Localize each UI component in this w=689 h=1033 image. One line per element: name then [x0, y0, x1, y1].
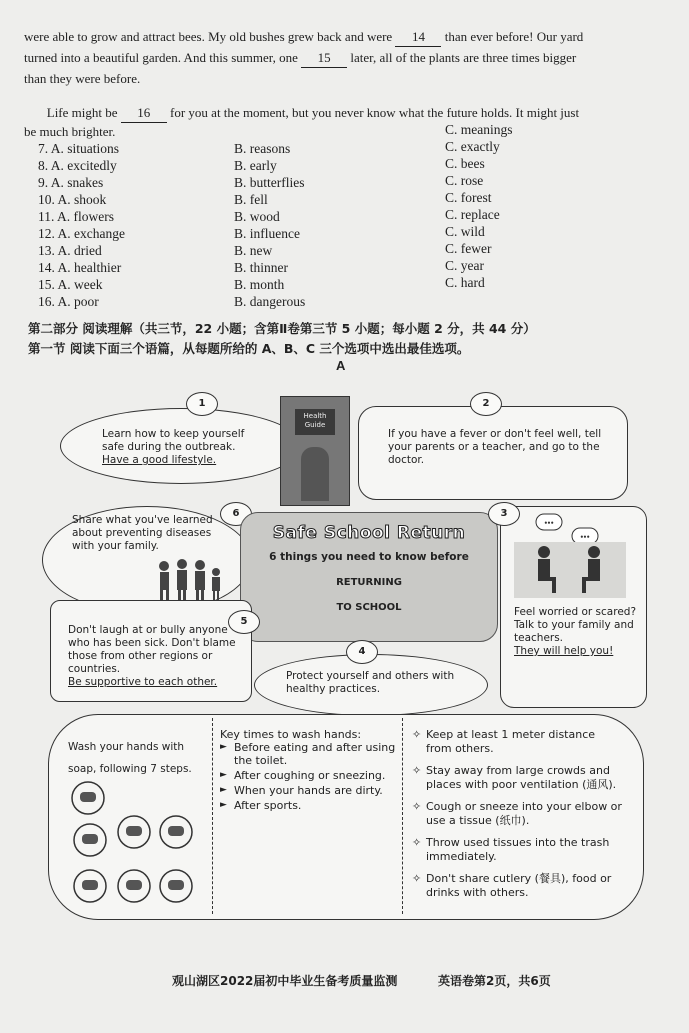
- book-title: Health Guide: [295, 409, 335, 435]
- option-c-16: C. hard: [445, 275, 485, 290]
- option-c-11: C. forest: [445, 190, 492, 205]
- option-b-7: B. reasons: [234, 141, 291, 156]
- option-a-12: 12. A. exchange: [38, 226, 125, 241]
- blank-16: 16: [121, 103, 167, 123]
- key-times-title: Key times to wash hands:: [220, 728, 362, 741]
- tip-3-text: Feel worried or scared? Talk to your family and teachers. They will help you!: [514, 606, 637, 657]
- passage-letter: A: [336, 358, 346, 373]
- distance-tips-list: [412, 728, 622, 900]
- option-c-10: C. rose: [445, 173, 484, 188]
- svg-text:•••: •••: [544, 518, 554, 528]
- footer-page-number: 英语卷第2页，共6页: [438, 974, 551, 988]
- tip-3-number: 3: [488, 502, 520, 526]
- hand-washing-steps-illustration: [68, 780, 204, 908]
- option-c-9: C. bees: [445, 156, 485, 171]
- tip-item: ✧ Keep at least 1 meter distance from others.: [412, 728, 622, 756]
- cloze-line-5: be much brighter.: [24, 124, 116, 139]
- poster: [28, 378, 663, 933]
- key-time-item: ► After coughing or sneezing.: [220, 769, 398, 782]
- key-times-section: [220, 728, 398, 814]
- option-c-13: C. wild: [445, 224, 485, 239]
- key-time-item: ► Before eating and after using the toilet.: [220, 741, 398, 767]
- option-c-12: C. replace: [445, 207, 500, 222]
- footer-exam-name: 观山湖区2022届初中毕业生备考质量监测: [172, 974, 398, 988]
- cloze-line-2: turned into a beautiful garden. And this summer, one 15 later, all of the plants are three times bigger: [24, 48, 654, 68]
- tip-item: ✧ Stay away from large crowds and places with poor ventilation (通风).: [412, 764, 622, 792]
- svg-text:•••: •••: [580, 532, 590, 542]
- poster-subtitle: 6 things you need to know before: [269, 551, 469, 563]
- poster-title: Safe School Return: [272, 523, 466, 543]
- cloze-line-3: than they were before.: [24, 71, 141, 86]
- option-b-13: B. new: [234, 243, 273, 258]
- talking-people-illustration: [514, 512, 626, 598]
- section-1-instructions: 第一节 阅读下面三个语篇，从每题所给的 A、B、C 三个选项中选出最佳选项。: [28, 341, 470, 356]
- option-a-9: 9. A. snakes: [38, 175, 104, 190]
- tip-1-number: 1: [186, 392, 218, 416]
- options-column-b: [234, 140, 305, 310]
- option-b-10: B. fell: [234, 192, 268, 207]
- tip-item: ✧ Don't share cutlery (餐具), food or drinks with others.: [412, 872, 622, 900]
- tip-item: ✧ Throw used tissues into the trash immediately.: [412, 836, 622, 864]
- option-a-10: 10. A. shook: [38, 192, 107, 207]
- option-b-14: B. thinner: [234, 260, 288, 275]
- tip-6-number: 6: [220, 502, 252, 526]
- book-figure: [301, 447, 329, 501]
- cloze-line-1: were able to grow and attract bees. My old bushes grew back and were 14 than ever before! Our yard: [24, 27, 654, 47]
- cloze-line-4: Life might be 16 for you at the moment, but you never know what the future holds. It might just: [24, 103, 654, 123]
- divider-2: [402, 718, 403, 914]
- option-a-15: 15. A. week: [38, 277, 103, 292]
- safe-school-return-board: [240, 512, 498, 642]
- option-a-11: 11. A. flowers: [38, 209, 114, 224]
- option-b-16: B. dangerous: [234, 294, 306, 309]
- option-a-14: 14. A. healthier: [38, 260, 122, 275]
- option-b-9: B. butterflies: [234, 175, 305, 190]
- option-a-7: 7. A. situations: [38, 141, 120, 156]
- blank-15: 15: [301, 48, 347, 68]
- option-b-15: B. month: [234, 277, 285, 292]
- divider-1: [212, 718, 213, 914]
- poster-to-school: TO SCHOOL: [336, 602, 402, 613]
- poster-returning: RETURNING: [336, 577, 402, 588]
- blank-14: 14: [395, 27, 441, 47]
- option-c-14: C. fewer: [445, 241, 492, 256]
- option-c-7: C. meanings: [445, 122, 513, 137]
- tip-item: ✧ Cough or sneeze into your elbow or use a tissue (纸巾).: [412, 800, 622, 828]
- option-a-13: 13. A. dried: [38, 243, 102, 258]
- tips-section: [412, 728, 622, 908]
- tip-4-number: 4: [346, 640, 378, 664]
- option-b-12: B. influence: [234, 226, 300, 241]
- wash-hands-text: Wash your hands with soap, following 7 steps.: [68, 741, 192, 775]
- tip-5-number: 5: [228, 610, 260, 634]
- tip-6-text: Share what you've learned about preventing diseases with your family.: [72, 514, 213, 552]
- option-a-16: 16. A. poor: [38, 294, 99, 309]
- tip-1-text: Learn how to keep yourself safe during the outbreak. Have a good lifestyle.: [102, 428, 245, 466]
- family-illustration: [154, 558, 226, 602]
- tip-2-text: If you have a fever or don't feel well, tell your parents or a teacher, and go to the doctor.: [388, 428, 602, 466]
- key-time-item: ► After sports.: [220, 799, 398, 812]
- options-column-c: [445, 121, 513, 291]
- key-time-item: ► When your hands are dirty.: [220, 784, 398, 797]
- options-column-a: [38, 140, 125, 310]
- health-guide-book-image: [280, 396, 350, 506]
- option-b-8: B. early: [234, 158, 277, 173]
- tip-5-text: Don't laugh at or bully anyone who has been sick. Don't blame those from other regions or countries. Be supportive to each other.: [68, 624, 236, 688]
- part-2-heading: 第二部分 阅读理解（共三节，22 小题；含第Ⅱ卷第三节 5 小题；每小题 2 分，共 44 分）: [28, 321, 536, 336]
- tip-2-number: 2: [470, 392, 502, 416]
- key-times-list: [220, 741, 398, 812]
- option-c-15: C. year: [445, 258, 484, 273]
- option-c-8: C. exactly: [445, 139, 500, 154]
- option-a-8: 8. A. excitedly: [38, 158, 117, 173]
- option-b-11: B. wood: [234, 209, 280, 224]
- tip-4-text: Protect yourself and others with healthy practices.: [286, 670, 455, 695]
